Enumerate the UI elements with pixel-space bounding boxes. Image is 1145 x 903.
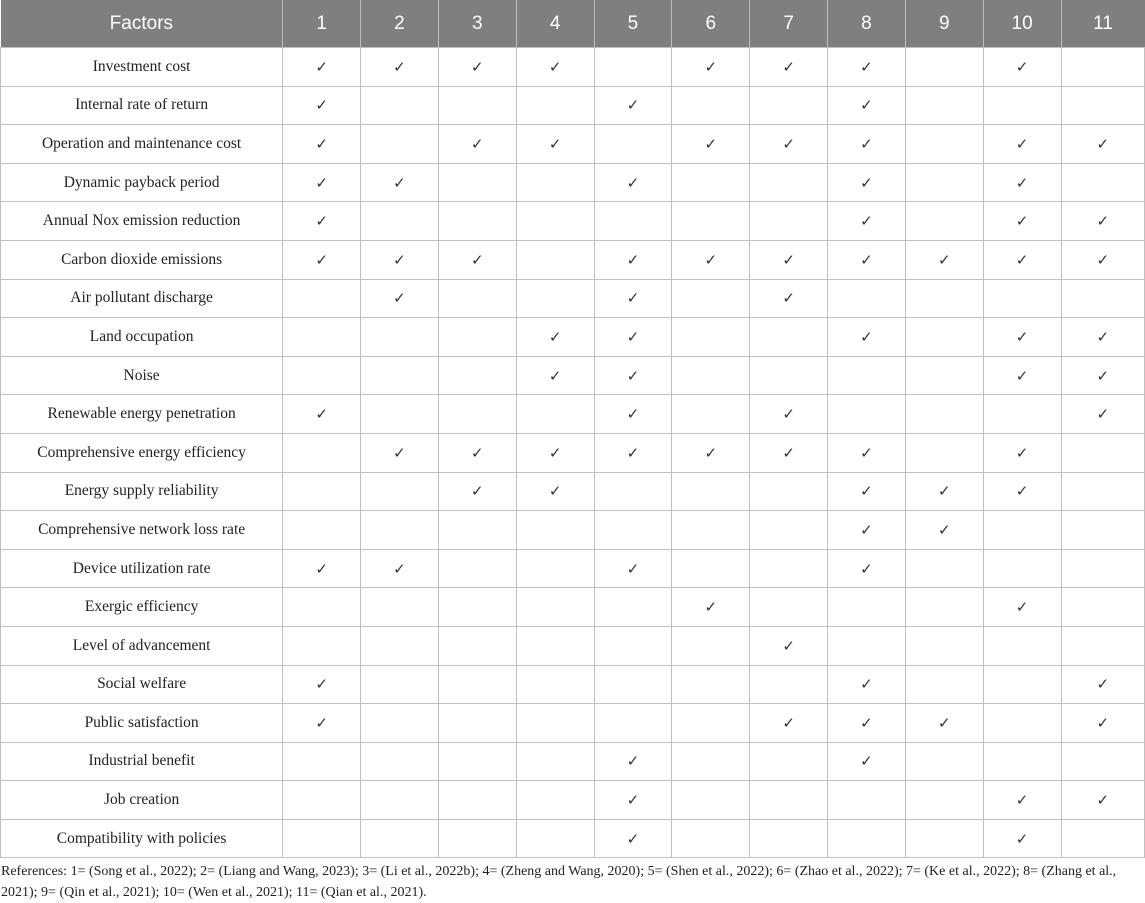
check-mark-icon: ✓	[283, 163, 361, 202]
check-mark-icon: ✓	[438, 125, 516, 164]
empty-cell	[750, 665, 828, 704]
check-mark-icon: ✓	[594, 433, 672, 472]
empty-cell	[905, 279, 983, 318]
empty-cell	[283, 511, 361, 550]
check-mark-icon: ✓	[828, 549, 906, 588]
empty-cell	[983, 742, 1061, 781]
empty-cell	[516, 395, 594, 434]
empty-cell	[672, 356, 750, 395]
factor-cell: Social welfare	[1, 665, 283, 704]
empty-cell	[905, 665, 983, 704]
check-mark-icon: ✓	[828, 704, 906, 743]
check-mark-icon: ✓	[594, 395, 672, 434]
check-mark-icon: ✓	[594, 86, 672, 125]
check-mark-icon: ✓	[828, 48, 906, 87]
check-mark-icon: ✓	[438, 48, 516, 87]
empty-cell	[361, 665, 439, 704]
empty-cell	[905, 318, 983, 357]
empty-cell	[438, 742, 516, 781]
check-mark-icon: ✓	[983, 318, 1061, 357]
check-mark-icon: ✓	[594, 163, 672, 202]
check-mark-icon: ✓	[828, 240, 906, 279]
table-row	[1, 704, 1145, 743]
check-mark-icon: ✓	[828, 125, 906, 164]
empty-cell	[438, 665, 516, 704]
check-mark-icon: ✓	[750, 48, 828, 87]
check-mark-icon: ✓	[750, 626, 828, 665]
table-row	[1, 433, 1145, 472]
check-mark-icon: ✓	[672, 433, 750, 472]
empty-cell	[516, 819, 594, 858]
empty-cell	[672, 318, 750, 357]
empty-cell	[750, 742, 828, 781]
check-mark-icon: ✓	[828, 511, 906, 550]
empty-cell	[1061, 626, 1145, 665]
table-row	[1, 626, 1145, 665]
empty-cell	[905, 819, 983, 858]
check-mark-icon: ✓	[828, 163, 906, 202]
empty-cell	[1061, 819, 1145, 858]
factor-cell: Annual Nox emission reduction	[1, 202, 283, 241]
factor-cell: Job creation	[1, 781, 283, 820]
empty-cell	[516, 279, 594, 318]
empty-cell	[828, 395, 906, 434]
empty-cell	[1061, 48, 1145, 87]
table-row	[1, 472, 1145, 511]
empty-cell	[983, 511, 1061, 550]
empty-cell	[828, 819, 906, 858]
check-mark-icon: ✓	[983, 433, 1061, 472]
check-mark-icon: ✓	[750, 395, 828, 434]
header-column-5: 5	[594, 0, 672, 48]
header-column-8: 8	[828, 0, 906, 48]
empty-cell	[516, 549, 594, 588]
empty-cell	[672, 472, 750, 511]
table-row	[1, 742, 1145, 781]
check-mark-icon: ✓	[516, 356, 594, 395]
empty-cell	[905, 549, 983, 588]
empty-cell	[905, 48, 983, 87]
empty-cell	[283, 819, 361, 858]
check-mark-icon: ✓	[828, 472, 906, 511]
check-mark-icon: ✓	[1061, 240, 1145, 279]
table-row	[1, 125, 1145, 164]
check-mark-icon: ✓	[983, 48, 1061, 87]
empty-cell	[361, 626, 439, 665]
check-mark-icon: ✓	[283, 202, 361, 241]
empty-cell	[1061, 511, 1145, 550]
empty-cell	[828, 626, 906, 665]
empty-cell	[283, 318, 361, 357]
empty-cell	[516, 163, 594, 202]
check-mark-icon: ✓	[516, 433, 594, 472]
check-mark-icon: ✓	[983, 202, 1061, 241]
empty-cell	[1061, 742, 1145, 781]
empty-cell	[594, 588, 672, 627]
check-mark-icon: ✓	[283, 125, 361, 164]
table-row	[1, 395, 1145, 434]
empty-cell	[672, 395, 750, 434]
check-mark-icon: ✓	[983, 125, 1061, 164]
check-mark-icon: ✓	[1061, 356, 1145, 395]
factor-cell: Carbon dioxide emissions	[1, 240, 283, 279]
empty-cell	[516, 626, 594, 665]
empty-cell	[750, 549, 828, 588]
empty-cell	[1061, 472, 1145, 511]
empty-cell	[594, 472, 672, 511]
empty-cell	[361, 588, 439, 627]
empty-cell	[438, 356, 516, 395]
table-row	[1, 202, 1145, 241]
empty-cell	[905, 356, 983, 395]
empty-cell	[361, 704, 439, 743]
factor-cell: Noise	[1, 356, 283, 395]
empty-cell	[750, 511, 828, 550]
empty-cell	[672, 202, 750, 241]
empty-cell	[283, 356, 361, 395]
check-mark-icon: ✓	[672, 588, 750, 627]
header-column-3: 3	[438, 0, 516, 48]
check-mark-icon: ✓	[361, 279, 439, 318]
check-mark-icon: ✓	[750, 125, 828, 164]
factor-cell: Level of advancement	[1, 626, 283, 665]
check-mark-icon: ✓	[750, 279, 828, 318]
check-mark-icon: ✓	[594, 819, 672, 858]
check-mark-icon: ✓	[594, 318, 672, 357]
header-column-7: 7	[750, 0, 828, 48]
empty-cell	[672, 742, 750, 781]
empty-cell	[516, 240, 594, 279]
check-mark-icon: ✓	[828, 318, 906, 357]
check-mark-icon: ✓	[283, 665, 361, 704]
table-row	[1, 163, 1145, 202]
empty-cell	[672, 781, 750, 820]
table-row	[1, 665, 1145, 704]
empty-cell	[361, 742, 439, 781]
empty-cell	[516, 202, 594, 241]
header-column-1: 1	[283, 0, 361, 48]
empty-cell	[905, 433, 983, 472]
empty-cell	[594, 48, 672, 87]
empty-cell	[983, 665, 1061, 704]
empty-cell	[1061, 549, 1145, 588]
empty-cell	[828, 781, 906, 820]
empty-cell	[516, 86, 594, 125]
check-mark-icon: ✓	[1061, 318, 1145, 357]
empty-cell	[438, 549, 516, 588]
references-note: References: 1= (Song et al., 2022); 2= (Liang and Wang, 2023); 3= (Li et al., 2022b); 4= (Zheng and Wang, 2020); 5= (Shen et al., 2022); 6= (Zhao et al., 2022); 7= (Ke et al., 2022); 8= (Zhang et al., 2021); 9= (Qin et al., 2021); 10= (Wen et al., 2021); 11= (Qian et al., 2021).	[1, 864, 1117, 900]
table-row	[1, 781, 1145, 820]
empty-cell	[828, 279, 906, 318]
empty-cell	[594, 704, 672, 743]
empty-cell	[1061, 433, 1145, 472]
table-row	[1, 588, 1145, 627]
check-mark-icon: ✓	[594, 781, 672, 820]
empty-cell	[672, 704, 750, 743]
table-header-row	[1, 0, 1145, 48]
empty-cell	[1061, 588, 1145, 627]
check-mark-icon: ✓	[828, 742, 906, 781]
check-mark-icon: ✓	[983, 819, 1061, 858]
empty-cell	[594, 125, 672, 164]
empty-cell	[983, 86, 1061, 125]
empty-cell	[983, 626, 1061, 665]
empty-cell	[361, 202, 439, 241]
table-row	[1, 318, 1145, 357]
check-mark-icon: ✓	[516, 125, 594, 164]
empty-cell	[983, 549, 1061, 588]
check-mark-icon: ✓	[516, 318, 594, 357]
check-mark-icon: ✓	[361, 163, 439, 202]
empty-cell	[905, 163, 983, 202]
empty-cell	[361, 318, 439, 357]
empty-cell	[983, 279, 1061, 318]
empty-cell	[361, 819, 439, 858]
empty-cell	[438, 163, 516, 202]
empty-cell	[361, 86, 439, 125]
empty-cell	[361, 472, 439, 511]
check-mark-icon: ✓	[672, 240, 750, 279]
empty-cell	[750, 86, 828, 125]
empty-cell	[672, 665, 750, 704]
header-factors: Factors	[1, 0, 283, 48]
empty-cell	[905, 742, 983, 781]
empty-cell	[438, 511, 516, 550]
empty-cell	[516, 588, 594, 627]
table-row	[1, 819, 1145, 858]
factor-cell: Compatibility with policies	[1, 819, 283, 858]
check-mark-icon: ✓	[750, 433, 828, 472]
empty-cell	[828, 356, 906, 395]
empty-cell	[283, 626, 361, 665]
table-row	[1, 86, 1145, 125]
check-mark-icon: ✓	[672, 48, 750, 87]
check-mark-icon: ✓	[594, 356, 672, 395]
factor-cell: Comprehensive energy efficiency	[1, 433, 283, 472]
factor-cell: Industrial benefit	[1, 742, 283, 781]
empty-cell	[438, 704, 516, 743]
empty-cell	[672, 626, 750, 665]
check-mark-icon: ✓	[361, 48, 439, 87]
factor-cell: Comprehensive network loss rate	[1, 511, 283, 550]
empty-cell	[672, 163, 750, 202]
empty-cell	[438, 588, 516, 627]
empty-cell	[438, 202, 516, 241]
factor-cell: Renewable energy penetration	[1, 395, 283, 434]
factor-cell: Exergic efficiency	[1, 588, 283, 627]
check-mark-icon: ✓	[905, 704, 983, 743]
empty-cell	[672, 279, 750, 318]
empty-cell	[361, 356, 439, 395]
empty-cell	[283, 433, 361, 472]
empty-cell	[361, 511, 439, 550]
empty-cell	[1061, 279, 1145, 318]
header-column-9: 9	[905, 0, 983, 48]
factor-cell: Dynamic payback period	[1, 163, 283, 202]
table-row	[1, 549, 1145, 588]
empty-cell	[594, 626, 672, 665]
empty-cell	[750, 819, 828, 858]
empty-cell	[828, 588, 906, 627]
table-body	[1, 48, 1145, 858]
empty-cell	[516, 742, 594, 781]
header-column-11: 11	[1061, 0, 1145, 48]
empty-cell	[516, 704, 594, 743]
empty-cell	[750, 781, 828, 820]
empty-cell	[905, 781, 983, 820]
check-mark-icon: ✓	[828, 665, 906, 704]
check-mark-icon: ✓	[1061, 202, 1145, 241]
check-mark-icon: ✓	[516, 48, 594, 87]
check-mark-icon: ✓	[905, 240, 983, 279]
empty-cell	[516, 511, 594, 550]
check-mark-icon: ✓	[1061, 781, 1145, 820]
check-mark-icon: ✓	[594, 549, 672, 588]
check-mark-icon: ✓	[983, 588, 1061, 627]
table-row	[1, 511, 1145, 550]
factor-cell: Device utilization rate	[1, 549, 283, 588]
check-mark-icon: ✓	[438, 433, 516, 472]
empty-cell	[283, 781, 361, 820]
check-mark-icon: ✓	[516, 472, 594, 511]
check-mark-icon: ✓	[905, 472, 983, 511]
table-row	[1, 356, 1145, 395]
empty-cell	[750, 472, 828, 511]
check-mark-icon: ✓	[750, 704, 828, 743]
factor-cell: Operation and maintenance cost	[1, 125, 283, 164]
header-column-6: 6	[672, 0, 750, 48]
check-mark-icon: ✓	[905, 511, 983, 550]
check-mark-icon: ✓	[283, 86, 361, 125]
check-mark-icon: ✓	[361, 433, 439, 472]
check-mark-icon: ✓	[283, 395, 361, 434]
check-mark-icon: ✓	[828, 86, 906, 125]
empty-cell	[438, 626, 516, 665]
check-mark-icon: ✓	[594, 279, 672, 318]
check-mark-icon: ✓	[983, 472, 1061, 511]
empty-cell	[438, 86, 516, 125]
empty-cell	[516, 781, 594, 820]
check-mark-icon: ✓	[983, 163, 1061, 202]
factor-cell: Public satisfaction	[1, 704, 283, 743]
check-mark-icon: ✓	[750, 240, 828, 279]
check-mark-icon: ✓	[361, 240, 439, 279]
check-mark-icon: ✓	[983, 240, 1061, 279]
empty-cell	[283, 279, 361, 318]
factor-cell: Energy supply reliability	[1, 472, 283, 511]
empty-cell	[361, 781, 439, 820]
table-row	[1, 240, 1145, 279]
check-mark-icon: ✓	[594, 240, 672, 279]
header-column-4: 4	[516, 0, 594, 48]
empty-cell	[905, 86, 983, 125]
empty-cell	[750, 163, 828, 202]
check-mark-icon: ✓	[828, 202, 906, 241]
check-mark-icon: ✓	[283, 704, 361, 743]
empty-cell	[905, 395, 983, 434]
empty-cell	[438, 279, 516, 318]
empty-cell	[283, 742, 361, 781]
header-column-2: 2	[361, 0, 439, 48]
empty-cell	[438, 395, 516, 434]
check-mark-icon: ✓	[438, 240, 516, 279]
empty-cell	[361, 125, 439, 164]
empty-cell	[905, 626, 983, 665]
factor-cell: Internal rate of return	[1, 86, 283, 125]
empty-cell	[983, 395, 1061, 434]
check-mark-icon: ✓	[1061, 665, 1145, 704]
check-mark-icon: ✓	[983, 356, 1061, 395]
empty-cell	[1061, 86, 1145, 125]
empty-cell	[750, 588, 828, 627]
empty-cell	[750, 202, 828, 241]
check-mark-icon: ✓	[828, 433, 906, 472]
check-mark-icon: ✓	[594, 742, 672, 781]
empty-cell	[672, 549, 750, 588]
empty-cell	[905, 125, 983, 164]
empty-cell	[594, 202, 672, 241]
header-column-10: 10	[983, 0, 1061, 48]
empty-cell	[283, 472, 361, 511]
check-mark-icon: ✓	[672, 125, 750, 164]
empty-cell	[750, 318, 828, 357]
table-row	[1, 48, 1145, 87]
check-mark-icon: ✓	[1061, 704, 1145, 743]
empty-cell	[438, 819, 516, 858]
check-mark-icon: ✓	[361, 549, 439, 588]
empty-cell	[594, 511, 672, 550]
empty-cell	[283, 588, 361, 627]
empty-cell	[516, 665, 594, 704]
empty-cell	[983, 704, 1061, 743]
empty-cell	[1061, 163, 1145, 202]
check-mark-icon: ✓	[283, 48, 361, 87]
factor-cell: Investment cost	[1, 48, 283, 87]
factor-cell: Air pollutant discharge	[1, 279, 283, 318]
empty-cell	[438, 318, 516, 357]
check-mark-icon: ✓	[1061, 125, 1145, 164]
check-mark-icon: ✓	[983, 781, 1061, 820]
factor-cell: Land occupation	[1, 318, 283, 357]
table-row	[1, 279, 1145, 318]
check-mark-icon: ✓	[283, 240, 361, 279]
empty-cell	[672, 819, 750, 858]
empty-cell	[672, 86, 750, 125]
check-mark-icon: ✓	[1061, 395, 1145, 434]
check-mark-icon: ✓	[438, 472, 516, 511]
empty-cell	[361, 395, 439, 434]
check-mark-icon: ✓	[283, 549, 361, 588]
empty-cell	[672, 511, 750, 550]
empty-cell	[438, 781, 516, 820]
empty-cell	[905, 202, 983, 241]
empty-cell	[905, 588, 983, 627]
empty-cell	[594, 665, 672, 704]
empty-cell	[750, 356, 828, 395]
